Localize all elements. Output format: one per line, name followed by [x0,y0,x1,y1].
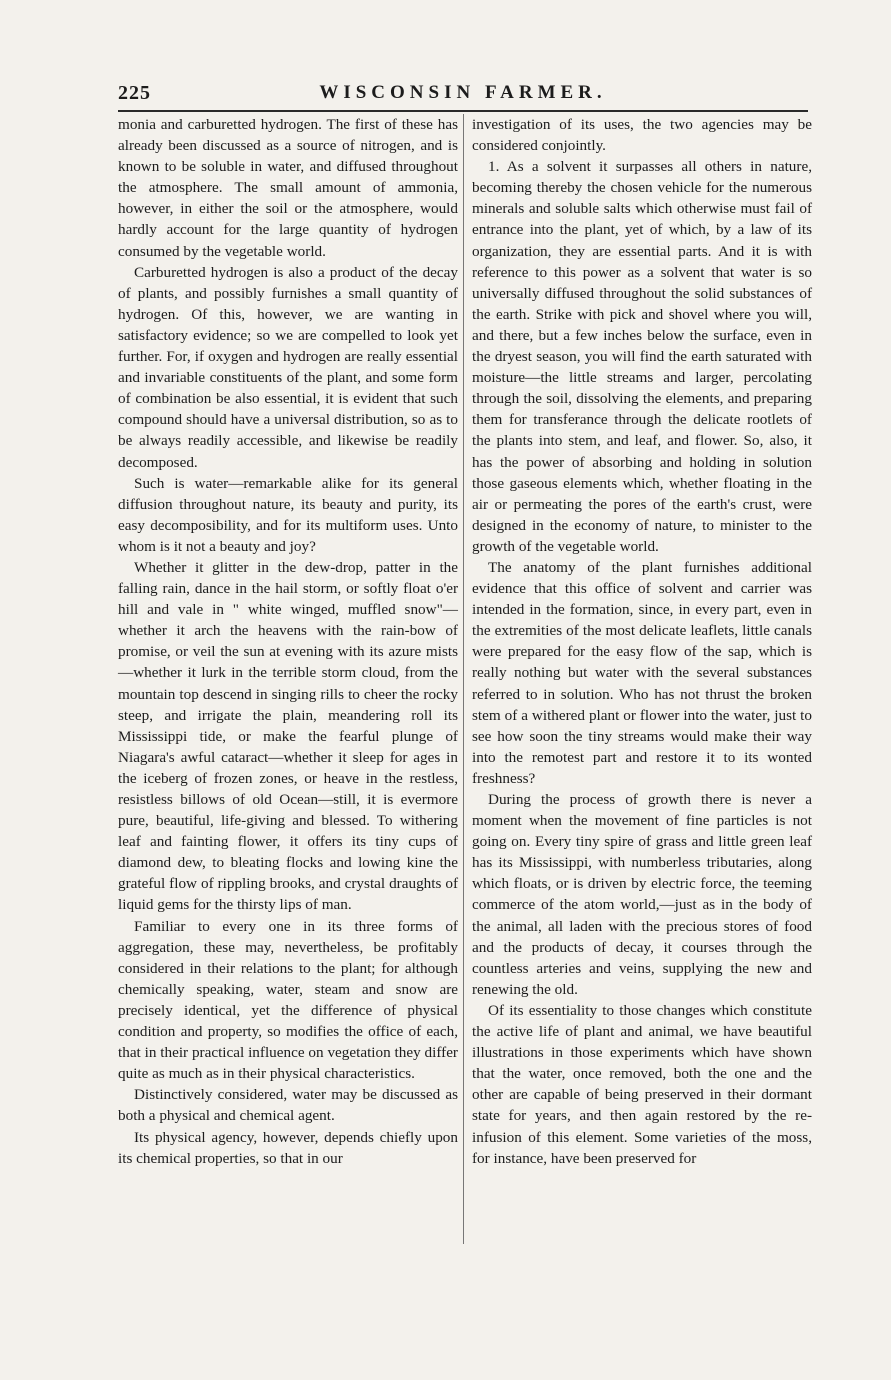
paragraph: Such is water—remarkable alike for its general diffusion throughout nature, its beauty and purity, its easy decomposibility, and for its multiform uses. Unto whom is it not a beauty and joy? [118,474,458,555]
right-column [472,114,812,1169]
paragraph: monia and carburetted hydrogen. The first of these has already been discussed as a source of nitrogen, and is known to be soluble in water, and diffused throughout the atmosphere. The small amount of ammonia, however, in either the soil or the atmosphere, would hardly account for the large quantity of hydrogen consumed by the vegetable world. [118,116,458,260]
paragraph: Its physical agency, however, depends chiefly upon its chemical properties, so that in our [118,1128,458,1167]
paragraph: During the process of growth there is never a moment when the movement of fine particles is not going on. Every tiny spire of grass and little green leaf has its Mississippi, with numberless tributaries, along which floats, or is driven by electric force, the teeming commerce of the atom world,—just as in the body of the animal, all laden with the precious stores of food and the products of decay, it courses through the countless arteries and veins, supplying the new and renewing the old. [472,791,812,998]
page-header [118,82,808,108]
paragraph: The anatomy of the plant furnishes additional evidence that this office of solvent and carrier was intended in the formation, since, in every part, even in the extremities of the most delicate leaflets, little canals were prepared for the easy flow of the sap, which is really nothing but water with the several substances referred to in solution. Who has not thrust the broken stem of a withered plant or flower into the water, just to see how soon the tiny streams would make their way into the remotest part and restore it to its wonted freshness? [472,558,812,787]
page-number: 225 [118,82,151,104]
left-column [118,114,458,1169]
paragraph: Whether it glitter in the dew-drop, patter in the falling rain, dance in the hail storm, or softly float o'er hill and vale in " white winged, muffled snow"—whether it arch the heavens with the rain-bow of promise, or veil the sun at evening with its azure mists—whether it lurk in the terrible storm cloud, from the mountain top descend in singing rills to cheer the rocky steep, and irrigate the plain, meandering roll its Mississippi tide, or make the fearful plunge of Niagara's awful cataract—whether it sleep for ages in the iceberg of frozen zones, or heave in the restless, resistless billows of old Ocean—still, it is evermore pure, beautiful, life-giving and blessed. To withering leaf and fainting flower, it offers its tiny cups of diamond dew, to bleating flocks and lowing kine the grateful flow of rippling brooks, and crystal draughts of liquid gems for the thirsty lips of man. [118,558,458,914]
paragraph: Familiar to every one in its three forms of aggregation, these may, nevertheless, be profitably considered in their relations to the plant; for although chemically speaking, water, steam and snow are precisely identical, yet the difference of physical condition and property, so modifies the office of each, that in their practical influence on vegetation they differ quite as much as in their physical characteristics. [118,917,458,1083]
paragraph: 1. As a solvent it surpasses all others in nature, becoming thereby the chosen vehicle for the numerous minerals and soluble salts which otherwise must fail of entrance into the plant, yet of which, by a law of its organization, they are essential parts. And it is with reference to this power as a solvent that water is so universally diffused throughout the solid substances of the earth. Strike with pick and shovel where you will, and there, but a few inches below the surface, even in the dryest season, you will find the earth saturated with moisture—the little streams and larger, percolating through the soil, dissolving the elements, and preparing them for transferance through the delicate rootlets of the plants into stem, and leaf, and flower. So, also, it has the power of absorbing and holding in solution those gaseous elements which, whether floating in the air or permeating the pores of the earth's crust, were designed in the economy of nature, to minister to the growth of the vegetable world. [472,158,812,555]
running-head: WISCONSIN FARMER. [319,82,607,103]
paragraph: Carburetted hydrogen is also a product of the decay of plants, and possibly furnishes a small quantity of hydrogen. Of this, however, we are wanting in satisfactory evidence; so we are compelled to look yet further. For, if oxygen and hydrogen are really essential and invariable constituents of the plant, and some form of combination be also essential, it is evident that such compound should have a universal distribution, so as to be always readily accessible, and likewise be readily decomposed. [118,263,458,471]
paragraph: investigation of its uses, the two agencies may be considered conjointly. [472,116,812,155]
header-rule [118,110,808,112]
column-divider [463,114,464,1244]
paragraph: Of its essentiality to those changes which constitute the active life of plant and animal, we have beautiful illustrations in those experiments which have shown that the water, once removed, both the one and the other are capable of being preserved in their dormant state for years, and then again restored by the re-infusion of this element. Some varieties of the moss, for instance, have been preserved for [472,1001,812,1167]
paragraph: Distinctively considered, water may be discussed as both a physical and chemical agent. [118,1086,458,1125]
